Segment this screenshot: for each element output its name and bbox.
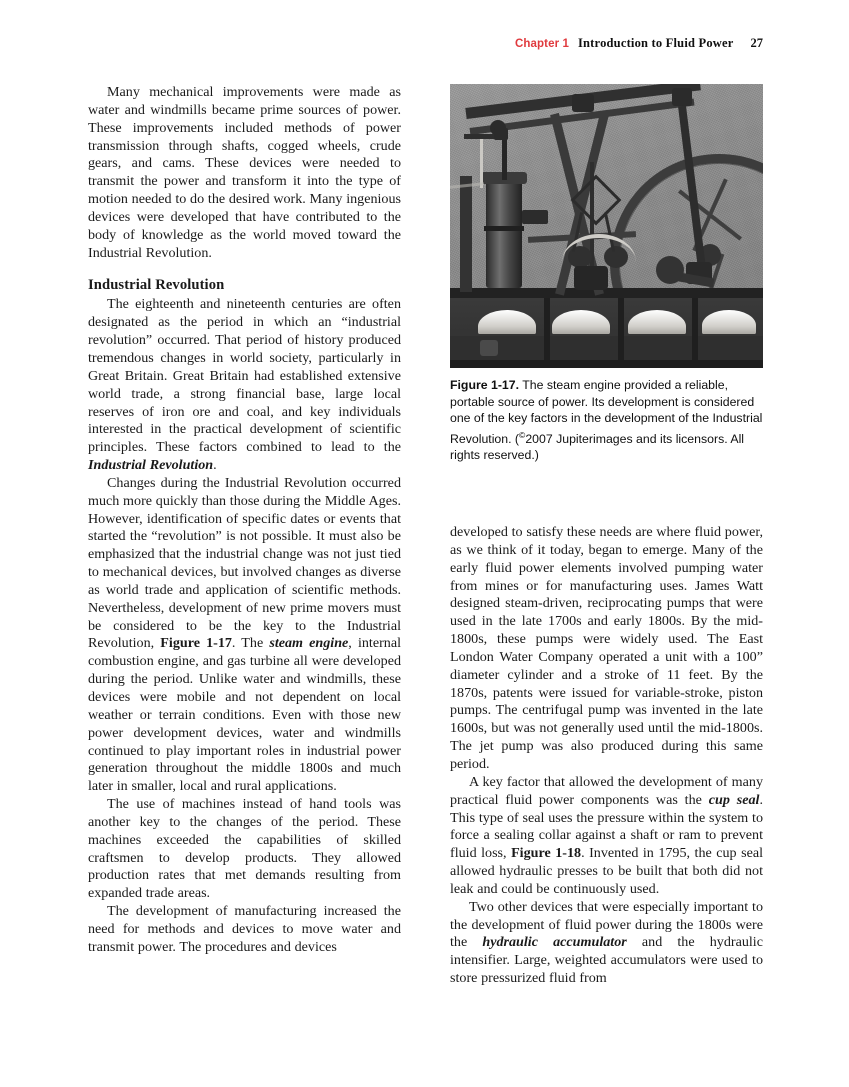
copyright-symbol: © (519, 429, 526, 440)
crankshaft-bearing (574, 266, 608, 290)
para2-text-b: . (213, 457, 217, 474)
base-divider-2 (618, 298, 624, 368)
paragraph-key-factor-cup-seal (450, 774, 763, 899)
paragraph-eighteenth-nineteenth-centuries (88, 296, 401, 474)
floor-shadow (450, 360, 763, 368)
emphasis-industrial-revolution: Industrial Revolution (88, 457, 214, 474)
figure-caption (450, 377, 763, 464)
paragraph-mechanical-improvements: Many mechanical improvements were made as water and windmills became prime sources of power. These improvements included methods of power transmission through shafts, cogged wheels, crude gears, and cams. These devices were needed to transmit the power and transform it into the type of motion needed to do the desired work. Many ingenious devices were developed that have contributed to the body of knowledge as the world moved toward the Industrial Revolution. (88, 84, 401, 261)
paragraph-changes-during-industrial-revolution (88, 475, 401, 796)
vertical-cylinder (486, 180, 522, 288)
running-head (515, 36, 763, 51)
page-number: 27 (750, 36, 763, 50)
running-head-chapter-label: Chapter 1 (515, 38, 569, 50)
right-column (450, 524, 763, 988)
cylinder-outlet-flange (522, 210, 548, 224)
base-top-rail (450, 288, 763, 298)
figure-1-17 (450, 84, 763, 464)
figure-caption-label: Figure 1-17. (450, 378, 520, 392)
para3-text-c: , internal combustion engine, and gas turbine all were developed during the period. Unlike water and windmills, these devices were mobile and not dependent on local weather or terrain conditions. Even with those new power development devices, water and windmills continued to play important roles in industrial power generation throughout the middle 1800s and much later in smaller, local and rural applications. (88, 635, 401, 795)
base-stone-4 (702, 310, 756, 334)
running-head-chapter-title: Introduction to Fluid Power (577, 36, 734, 50)
figure-caption-text-a: The steam engine provided a reliable, portable source of power. Its development is considered one of the key factors in the development of the Industrial Revolution. ( (450, 378, 763, 446)
section-heading-industrial-revolution: Industrial Revolution (88, 277, 225, 294)
para3-text-b: . The (231, 635, 270, 652)
rpara2-text-a: A key factor that allowed the development of many practical fluid power components was the (450, 773, 763, 808)
paragraph-two-other-devices (450, 899, 763, 988)
paragraph-use-of-machines: The use of machines instead of hand tools was another key to the changes of the period. These machines exceeded the capabilities of skilled craftsmen to develop products. They allowed production rates that met demands resulting from expanded trade areas. (88, 796, 401, 902)
valve-rod (480, 138, 483, 188)
rpara2-text-b: . This type of seal uses the pressure within the system to force a sealing collar against a shaft or ram to prevent fluid loss, (450, 791, 763, 862)
rpara3-text-a: Two other devices that were especially important to the development of fluid power during the 1800s were the (450, 898, 763, 951)
rocker-link (494, 128, 508, 140)
para2-text-a: The eighteenth and nineteenth centuries are often designated as the period in which an “industrial revolution” occurred. That period of history produced tremendous changes in world society, particularly in Great Britain. Great Britain had established extensive world trade, a strong financial base, large local reserves of iron ore and coal, and key individuals interested in the practical development of scientific principles. These factors combined to lead to the (88, 296, 401, 456)
emphasis-cup-seal: cup seal (708, 791, 760, 808)
foreground-fitting (480, 340, 498, 356)
rpara3-text-b: and the hydraulic intensifier. Large, weighted accumulators were used to store pressurized fluid from (450, 934, 763, 987)
rpara2-text-c: . Invented in 1795, the cup seal allowed hydraulic presses to be built that both did not leak and could be continuously used. (450, 845, 763, 897)
cylinder-band (484, 226, 524, 231)
steam-engine-photo (450, 84, 763, 368)
emphasis-hydraulic-accumulator: hydraulic accumulator (482, 934, 627, 951)
beam-pivot-bearing (572, 94, 594, 112)
eccentric-sheave (656, 256, 684, 284)
paragraph-development-of-manufacturing: The development of manufacturing increased the need for methods and devices to move water and transmit power. The procedures and devices (88, 903, 401, 955)
para3-text-a: Changes during the Industrial Revolution occurred much more quickly than those during the Middle Ages. However, identification of specific dates or events that started the “revolution” is not possible. It must also be emphasized that the industrial change was not just tied to mechanical devices, but involved changes as diverse as world trade and application of scientific methods. Nevertheless, development of new prime movers must be considered to be the key to the Industrial Revolution, (88, 474, 401, 652)
base-divider-1 (544, 298, 550, 368)
cylinder-side-frame (460, 176, 472, 292)
emphasis-steam-engine: steam engine (269, 635, 349, 652)
beam-right-bearing (672, 88, 692, 106)
figure-caption-text-b: 2007 Jupiterimages and its licensors. All rights reserved.) (450, 431, 745, 463)
paragraph-developed-to-satisfy: developed to satisfy these needs are where fluid power, as we think of it today, began to emerge. Many of the early fluid power elements involved pumping water from mines or for manufacturing uses. James Watt designed steam-driven, reciprocating pumps that were used in the late 1700s and early 1800s. By the mid-1800s, these pumps were widely used. The East London Water Company operated a unit with a 100” diameter cylinder and a stroke of 11 feet. By the 1870s, patents were issued for variable-stroke, piston pumps. The centrifugal pump was invented in the late 1600s, but was not generally used until the mid-1800s. The jet pump was also produced during this same period. (450, 524, 763, 772)
base-divider-3 (692, 298, 698, 368)
valve-linkage (464, 134, 498, 139)
left-column (88, 84, 401, 957)
figure-reference-1-18: Figure 1-18 (511, 845, 582, 862)
figure-reference-1-17: Figure 1-17 (160, 635, 232, 652)
